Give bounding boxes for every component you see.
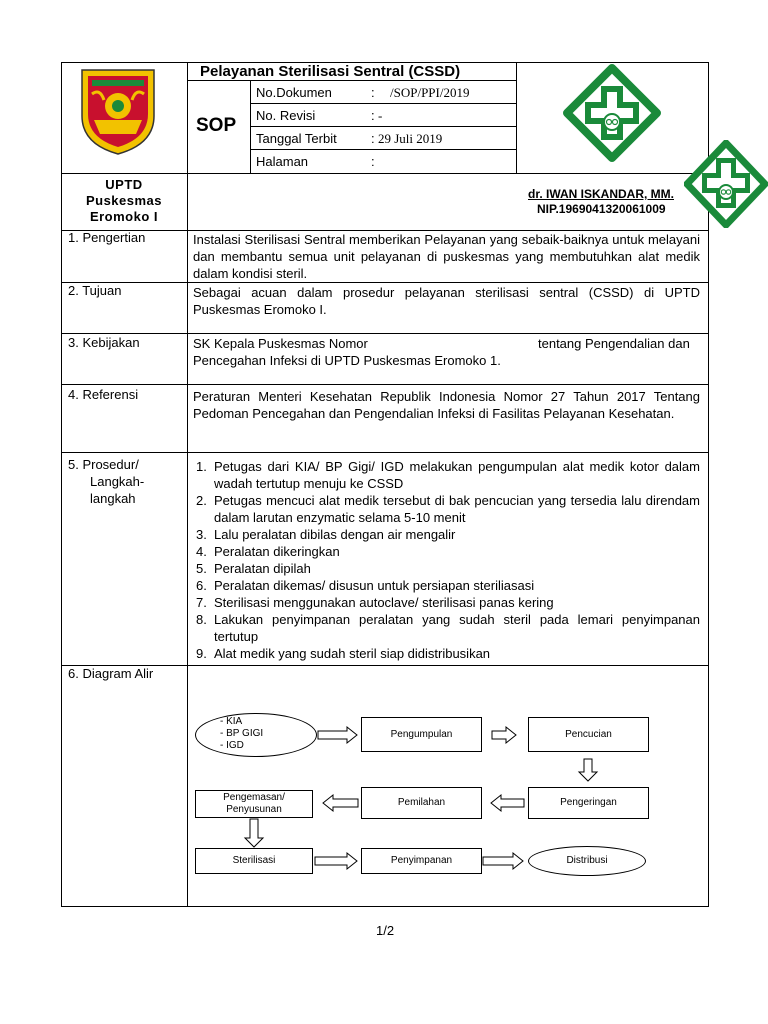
flow-node-label: Pengemasan/ [223, 792, 285, 803]
step-text: Lakukan penyimpanan peralatan yang sudah steril pada lemari penyimpanan tertutup [214, 612, 700, 644]
section-label-prosedur: Langkah- [90, 474, 145, 489]
section-text-kebijakan-line2: Pencegahan Infeksi di UPTD Puskesmas Eromoko 1. [193, 353, 501, 368]
section-label-kebijakan: 3. Kebijakan [68, 335, 140, 350]
step-text: Lalu peralatan dibilas dengan air mengalir [214, 527, 456, 542]
arrow-right [492, 727, 516, 743]
step-text: Petugas mencuci alat medik tersebut di bak pencucian yang tersedia lalu direndam dalam larutan enzymatic selama 5-10 menit [214, 493, 700, 525]
org-line: Eromoko I [89, 209, 159, 224]
step-text: Alat medik yang sudah steril siap didistribusikan [214, 646, 491, 661]
step-text: Peralatan dipilah [214, 561, 311, 576]
flow-node-label: Penyusunan [226, 804, 282, 815]
flow-node-pemilahan: Pemilahan [361, 787, 482, 819]
step-number: 2. [196, 493, 207, 508]
org-line: Puskesmas [85, 193, 163, 208]
step-number: 5. [196, 561, 207, 576]
field-separator: : [371, 131, 375, 146]
sop-label: SOP [196, 115, 237, 136]
section-label-prosedur: langkah [90, 491, 136, 506]
section-label-pengertian: 1. Pengertian [68, 230, 146, 245]
section-text-kebijakan-line1b: tentang Pengendalian dan [538, 336, 690, 351]
arrow-right [315, 853, 357, 869]
flow-node-pencucian: Pencucian [528, 717, 649, 752]
step-number: 1. [196, 459, 207, 474]
field-separator: : [371, 85, 375, 100]
signer-nip: NIP.1969041320061009 [537, 202, 666, 216]
field-separator: : [371, 154, 375, 169]
flow-node-penyimpanan: Penyimpanan [361, 848, 482, 874]
field-label-tanggal-terbit: Tanggal Terbit [256, 131, 337, 146]
field-value-tanggal-terbit: 29 Juli 2019 [378, 131, 443, 146]
step-number: 4. [196, 544, 207, 559]
step-number: 9. [196, 646, 207, 661]
source-item: - KIA [220, 716, 243, 727]
section-label-prosedur: 5. Prosedur/ [68, 457, 139, 472]
flow-node-pengeringan: Pengeringan [528, 787, 649, 819]
step-text: Peralatan dikemas/ disusun untuk persiapan steriliasasi [214, 578, 535, 593]
arrow-down [579, 759, 597, 781]
field-label-no-revisi: No. Revisi [256, 108, 316, 123]
document-title: Pelayanan Sterilisasi Sentral (CSSD) [200, 63, 461, 80]
section-text-referensi: Peraturan Menteri Kesehatan Republik Indonesia Nomor 27 Tahun 2017 Tentang Pedoman Pencegahan dan Pengendalian Infeksi di Fasilitas Pelayanan Kesehatan. [193, 389, 700, 421]
arrow-right [318, 727, 357, 743]
step-text: Petugas dari KIA/ BP Gigi/ IGD melakukan pengumpulan alat medik kotor dalam wadah tertutup menuju ke CSSD [214, 459, 700, 491]
step-text: Peralatan dikeringkan [214, 544, 340, 559]
flow-node-distribusi: Distribusi [528, 846, 646, 876]
section-text-tujuan: Sebagai acuan dalam prosedur pelayanan sterilisasi sentral (CSSD) di UPTD Puskesmas Eromoko I. [193, 285, 700, 317]
arrow-right [483, 853, 523, 869]
source-item: - BP GIGI [220, 728, 264, 739]
section-label-referensi: 4. Referensi [68, 387, 139, 402]
flow-node-sterilisasi: Sterilisasi [195, 848, 313, 874]
field-label-halaman: Halaman [256, 154, 309, 169]
field-separator: : [371, 108, 375, 123]
page-number: 1/2 [376, 923, 395, 938]
step-text: Sterilisasi menggunakan autoclave/ sterilisasi panas kering [214, 595, 554, 610]
source-item: - IGD [220, 740, 244, 751]
step-number: 8. [196, 612, 207, 627]
step-number: 3. [196, 527, 207, 542]
arrow-down [245, 819, 263, 847]
flow-node-pengumpulan: Pengumpulan [361, 717, 482, 752]
step-number: 6. [196, 578, 207, 593]
org-line: UPTD [105, 177, 143, 192]
arrow-left [491, 795, 524, 811]
section-label-diagram: 6. Diagram Alir [68, 666, 154, 681]
field-label-no-dokumen: No.Dokumen [256, 85, 332, 100]
section-text-pengertian: Instalasi Sterilisasi Sentral memberikan Pelayanan yang sebaik-baiknya untuk melayani dan membantu semua unit pelayanan di puskesmas yang membutuhkan alat medik dalam kondisi steril. [193, 232, 700, 281]
field-value-no-dokumen: /SOP/PPI/2019 [390, 85, 470, 100]
field-value-no-revisi: - [378, 108, 383, 123]
section-label-tujuan: 2. Tujuan [68, 283, 122, 298]
signer-name: dr. IWAN ISKANDAR, MM. [528, 187, 674, 201]
section-text-kebijakan-line1: SK Kepala Puskesmas Nomor [193, 336, 368, 351]
step-number: 7. [196, 595, 207, 610]
arrow-left [323, 795, 358, 811]
